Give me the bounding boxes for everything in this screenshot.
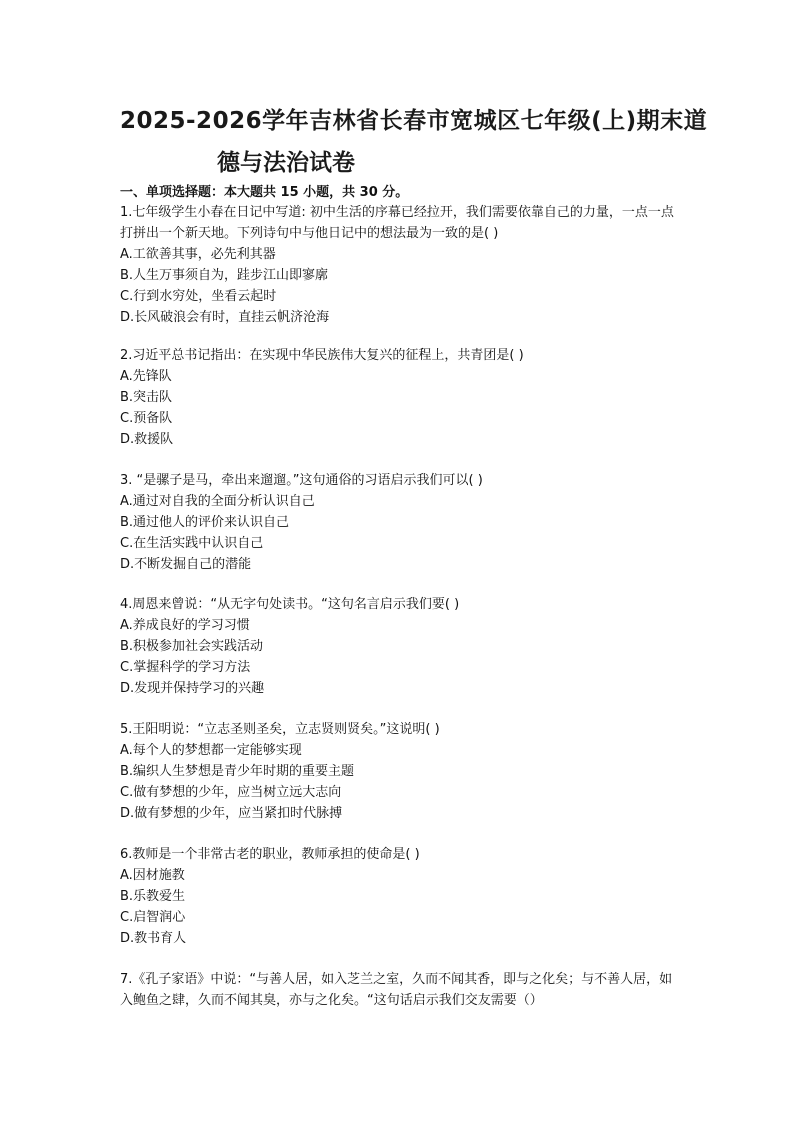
question-stem: 4.周恩来曾说：“从无字句处读书。“这句名言启示我们要( ) [120, 597, 460, 612]
question-stem: 3. “是骡子是马，牵出来遛遛。”这句通俗的习语启示我们可以( ) [120, 473, 483, 488]
option-d: D.教书育人 [120, 931, 187, 946]
question-7 [120, 969, 680, 1011]
exam-title-line1: 2025-2026学年吉林省长春市宽城区七年级(上)期末道 [120, 108, 708, 134]
option-c: C.掌握科学的学习方法 [120, 660, 251, 675]
question-6 [120, 844, 680, 949]
option-b: B.人生万事须自为，跬步江山即寥廓 [120, 268, 329, 283]
question-4 [120, 594, 680, 699]
option-a: A.养成良好的学习习惯 [120, 618, 250, 633]
question-2 [120, 345, 680, 450]
question-stem: 1.七年级学生小春在日记中写道: 初中生活的序幕已经拉开，我们需要依靠自己的力量，一点一点打拼出一个新天地。下列诗句中与他日记中的想法最为一致的是( ) [120, 205, 674, 241]
option-c: C.预备队 [120, 411, 173, 426]
section-heading: 一、单项选择题：本大题共 15 小题，共 30 分。 [120, 185, 409, 200]
question-stem: 5.王阳明说：“立志圣则圣矣，立志贤则贤矣。”这说明( ) [120, 722, 440, 737]
option-d: D.做有梦想的少年，应当紧扣时代脉搏 [120, 806, 343, 821]
option-b: B.积极参加社会实践活动 [120, 639, 264, 654]
option-a: A.工欲善其事，必先利其器 [120, 247, 276, 262]
question-3 [120, 470, 680, 575]
option-c: C.做有梦想的少年，应当树立远大志向 [120, 785, 342, 800]
option-a: A.每个人的梦想都一定能够实现 [120, 743, 302, 758]
question-stem: 6.教师是一个非常古老的职业，教师承担的使命是( ) [120, 847, 420, 862]
question-stem: 2.习近平总书记指出：在实现中华民族伟大复兴的征程上，共青团是( ) [120, 348, 524, 363]
question-5 [120, 719, 680, 824]
option-b: B.乐教爱生 [120, 889, 186, 904]
option-b: B.编织人生梦想是青少年时期的重要主题 [120, 764, 355, 779]
option-a: A.通过对自我的全面分析认识自己 [120, 494, 315, 509]
option-c: C.行到水穷处，坐看云起时 [120, 289, 277, 304]
option-d: D.救援队 [120, 432, 174, 447]
option-b: B.突击队 [120, 390, 173, 405]
question-1 [120, 202, 680, 328]
option-a: A.先锋队 [120, 369, 172, 384]
question-stem: 7.《孔子家语》中说：“与善人居，如入芝兰之室，久而不闻其香，即与之化矣；与不善人居，如入鲍鱼之肆，久而不闻其臭，亦与之化矣。“这句话启示我们交友需要（） [120, 972, 673, 1008]
option-b: B.通过他人的评价来认识自己 [120, 515, 290, 530]
exam-title-line2: 德与法治试卷 [217, 150, 355, 176]
option-c: C.在生活实践中认识自己 [120, 536, 264, 551]
option-d: D.长风破浪会有时，直挂云帆济沧海 [120, 310, 330, 325]
option-c: C.启智润心 [120, 910, 186, 925]
option-a: A.因材施教 [120, 868, 185, 883]
option-d: D.发现并保持学习的兴趣 [120, 681, 265, 696]
option-d: D.不断发掘自己的潜能 [120, 557, 252, 572]
